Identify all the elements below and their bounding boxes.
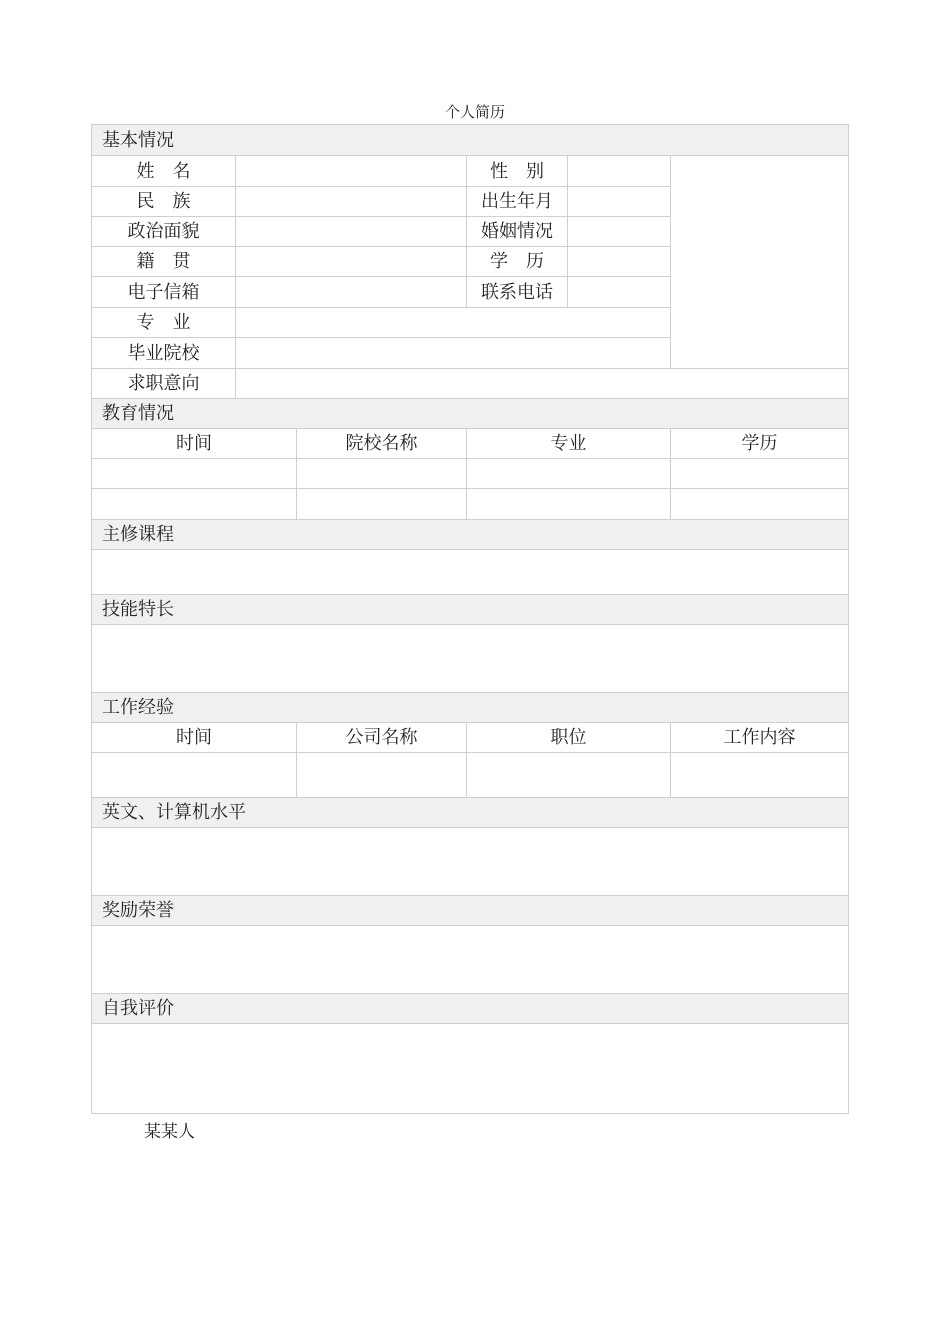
major-label: 专 业 — [92, 308, 236, 338]
edu-cell[interactable] — [297, 459, 467, 489]
work-cell[interactable] — [297, 753, 467, 798]
work-cell[interactable] — [467, 753, 671, 798]
edu-cell[interactable] — [467, 489, 671, 520]
footer-author: 某某人 — [144, 1122, 195, 1142]
phone-value[interactable] — [568, 277, 671, 308]
page-title: 个人简历 — [444, 103, 505, 121]
edu-col-degree: 学历 — [671, 429, 849, 459]
section-basic-info: 基本情况 — [92, 125, 849, 156]
self-eval-content[interactable] — [92, 1024, 849, 1114]
birth-value[interactable] — [568, 187, 671, 217]
edu-col-school: 院校名称 — [297, 429, 467, 459]
resume-table — [91, 124, 849, 1114]
email-label: 电子信箱 — [92, 277, 236, 308]
politics-label: 政治面貌 — [92, 217, 236, 247]
section-awards: 奖励荣誉 — [92, 896, 849, 926]
ethnicity-label: 民 族 — [92, 187, 236, 217]
objective-label: 求职意向 — [92, 369, 236, 399]
school-value[interactable] — [236, 338, 671, 369]
name-label: 姓 名 — [92, 156, 236, 187]
edu-cell[interactable] — [92, 489, 297, 520]
school-label: 毕业院校 — [92, 338, 236, 369]
origin-value[interactable] — [236, 247, 467, 277]
edu-cell[interactable] — [467, 459, 671, 489]
section-courses: 主修课程 — [92, 520, 849, 550]
section-work: 工作经验 — [92, 693, 849, 723]
section-skills: 技能特长 — [92, 595, 849, 625]
objective-value[interactable] — [236, 369, 849, 399]
work-cell[interactable] — [671, 753, 849, 798]
gender-label: 性 别 — [467, 156, 568, 187]
section-english-computer: 英文、计算机水平 — [92, 798, 849, 828]
edu-cell[interactable] — [297, 489, 467, 520]
edu-cell[interactable] — [671, 489, 849, 520]
major-value[interactable] — [236, 308, 671, 338]
marital-value[interactable] — [568, 217, 671, 247]
marital-label: 婚姻情况 — [467, 217, 568, 247]
work-cell[interactable] — [92, 753, 297, 798]
education-level-value[interactable] — [568, 247, 671, 277]
name-value[interactable] — [236, 156, 467, 187]
awards-content[interactable] — [92, 926, 849, 994]
phone-label: 联系电话 — [467, 277, 568, 308]
birth-label: 出生年月 — [467, 187, 568, 217]
section-education: 教育情况 — [92, 399, 849, 429]
section-self-eval: 自我评价 — [92, 994, 849, 1024]
work-col-position: 职位 — [467, 723, 671, 753]
education-level-label: 学 历 — [467, 247, 568, 277]
edu-cell[interactable] — [92, 459, 297, 489]
edu-col-major: 专业 — [467, 429, 671, 459]
origin-label: 籍 贯 — [92, 247, 236, 277]
work-col-company: 公司名称 — [297, 723, 467, 753]
courses-content[interactable] — [92, 550, 849, 595]
work-col-content: 工作内容 — [671, 723, 849, 753]
english-computer-content[interactable] — [92, 828, 849, 896]
edu-cell[interactable] — [671, 459, 849, 489]
ethnicity-value[interactable] — [236, 187, 467, 217]
skills-content[interactable] — [92, 625, 849, 693]
edu-col-time: 时间 — [92, 429, 297, 459]
politics-value[interactable] — [236, 217, 467, 247]
gender-value[interactable] — [568, 156, 671, 187]
email-value[interactable] — [236, 277, 467, 308]
photo-area — [671, 156, 849, 369]
work-col-time: 时间 — [92, 723, 297, 753]
